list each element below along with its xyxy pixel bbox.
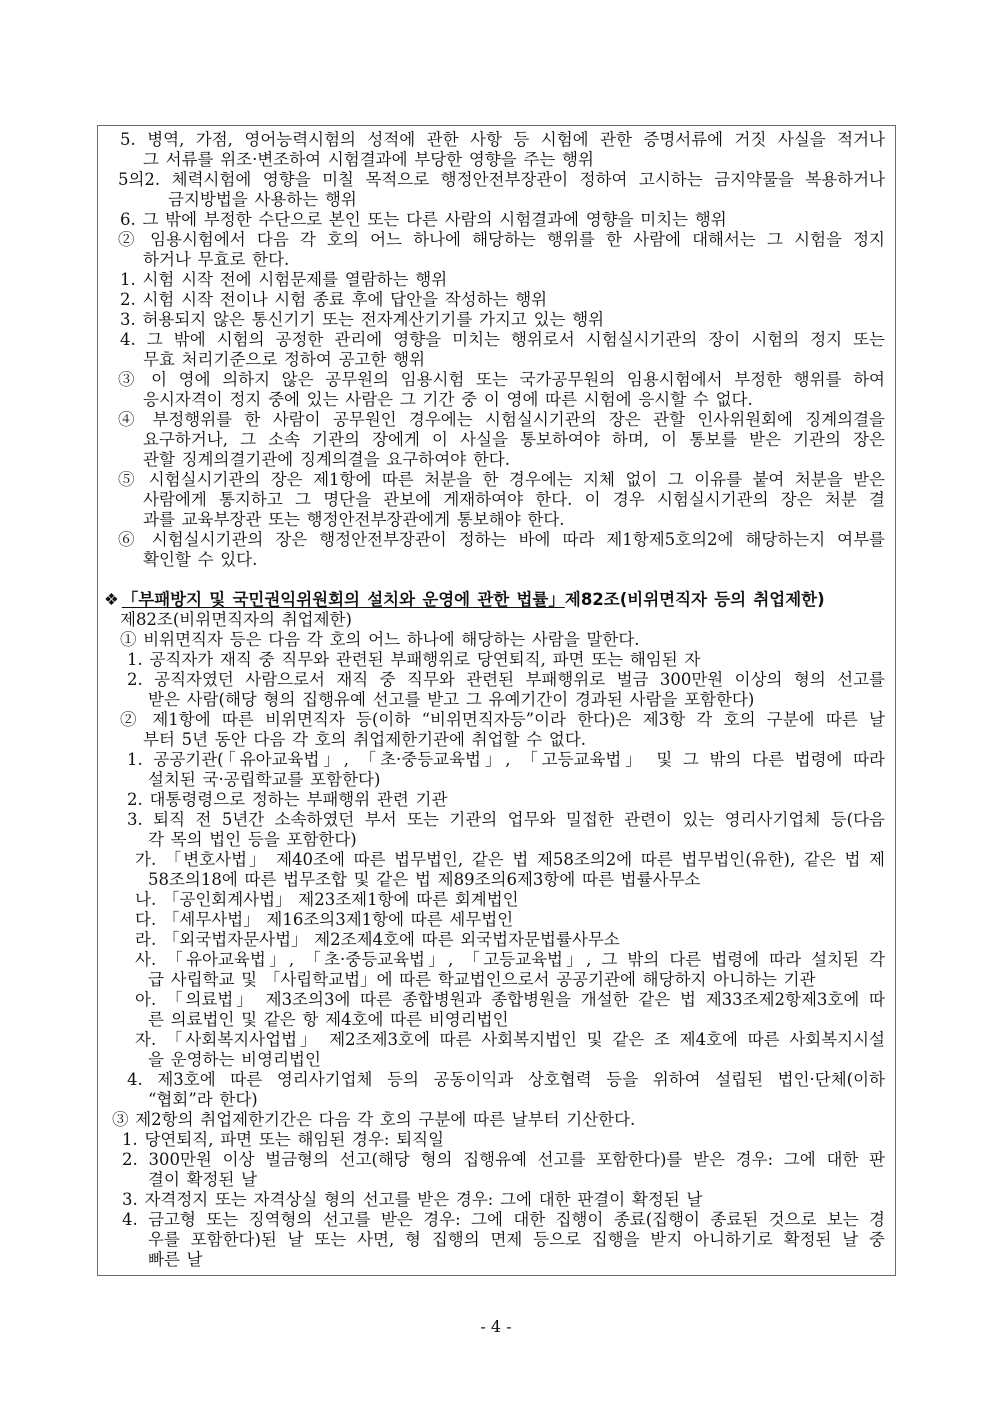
item-5-2-line-1: 5의2. 체력시험에 영향을 미칠 목적으로 행정안전부장관이 정하여 고시하는 금지약물을 복용하거나 [118,170,885,189]
paragraph-2-item-4 [98,330,895,370]
diamond-bullet-icon: ❖ [104,590,119,609]
s-paragraph-1-item-2-line-2: 받은 사람(해당 형의 집행유예 선고를 받고 그 유예기간이 경과된 사람을 포함한다) [148,690,755,709]
paragraph-3-line-2: 응시자격이 정지 중에 있는 사람은 그 기간 중 이 영에 따른 시험에 응시할 수 없다. [143,390,753,409]
s-paragraph-3-item-4-line-1: 4. 금고형 또는 징역형의 선고를 받은 경우: 그에 대한 집행이 종료(집행이 종료된 것으로 보는 경 [122,1210,885,1229]
subitem-sa-line-2: 급 사립학교 및 「사립학교법」에 따른 학교법인으로서 공공기관에 해당하지 아니하는 기관 [148,970,816,989]
s-paragraph-2-line-2: 부터 5년 동안 다음 각 호의 취업제한기관에 취업할 수 없다. [143,730,587,749]
paragraph-2-line-2: 하거나 무효로 한다. [143,250,290,269]
s-paragraph-3-item-1 [98,1130,895,1150]
item-6 [98,210,895,230]
paragraph-2-item-2-line-1: 2. 시험 시작 전이나 시험 종료 후에 답안을 작성하는 행위 [120,290,548,309]
item-5 [98,130,895,170]
s-paragraph-2-item-2 [98,790,895,810]
s-paragraph-3-item-2-line-1: 2. 300만원 이상 벌금형의 선고(해당 형의 집행유예 선고를 포함한다)를 받은 경우: 그에 대한 판 [122,1150,885,1169]
paragraph-2-item-4-line-2: 무효 처리기준으로 정하여 공고한 행위 [143,350,426,369]
subitem-sa [98,950,895,990]
paragraph-2-item-1 [98,270,895,290]
s-paragraph-2-item-1 [98,750,895,790]
s-paragraph-2-item-4-line-2: “협회”라 한다) [148,1090,258,1109]
subitem-sa-line-1: 사. 「유아교육법」, 「초·중등교육법」, 「고등교육법」, 그 밖의 다른 법령에 따라 설치된 각 [135,950,885,969]
paragraph-3-line-1: ③ 이 영에 의하지 않은 공무원의 임용시험 또는 국가공무원의 임용시험에서 부정한 행위를 하여 [118,370,885,389]
s-paragraph-3-item-4-line-2: 우를 포함한다)된 날 또는 사면, 형 집행의 면제 등으로 집행을 받지 아니하기로 확정된 날 중 [148,1230,885,1249]
paragraph-5 [98,470,895,530]
paragraph-5-line-1: ⑤ 시험실시기관의 장은 제1항에 따른 처분을 한 경우에는 지체 없이 그 이유를 붙여 처분을 받은 [118,470,885,489]
s-paragraph-3-item-3 [98,1190,895,1210]
subitem-ga-line-1: 가. 「변호사법」 제40조에 따른 법무법인, 같은 법 제58조의2에 따른 법무법인(유한), 같은 법 제 [135,850,885,869]
paragraph-6-line-1: ⑥ 시험실시기관의 장은 행정안전부장관이 정하는 바에 따라 제1항제5호의2에 해당하는지 여부를 [118,530,885,549]
s-paragraph-1 [98,630,895,650]
s-paragraph-1-item-2-line-1: 2. 공직자였던 사람으로서 재직 중 직무와 관련된 부패행위로 벌금 300만원 이상의 형의 선고를 [127,670,885,689]
paragraph-6 [98,530,895,570]
paragraph-4-line-1: ④ 부정행위를 한 사람이 공무원인 경우에는 시험실시기관의 장은 관할 인사위원회에 징계의결을 [118,410,885,429]
law-section [98,590,895,1270]
subitem-a [98,990,895,1030]
paragraph-4-line-3: 관할 징계의결기관에 징계의결을 요구하여야 한다. [143,450,510,469]
subitem-a-line-2: 른 의료법인 및 같은 항 제4호에 따른 비영리법인 [148,1010,509,1029]
subitem-da-line-1: 다. 「세무사법」 제16조의3제1항에 따른 세무법인 [135,910,514,929]
subitem-ja-line-2: 을 운영하는 비영리법인 [148,1050,321,1069]
item-6-line-1: 6. 그 밖에 부정한 수단으로 본인 또는 다른 사람의 시험결과에 영향을 미치는 행위 [120,210,727,229]
subitem-na [98,890,895,910]
s-paragraph-2-line-1: ② 제1항에 따른 비위면직자 등(이하 “비위면직자등”이라 한다)은 제3항 각 호의 구분에 따른 날 [120,710,885,729]
s-paragraph-3-item-2-line-2: 결이 확정된 날 [148,1170,258,1189]
subitem-a-line-1: 아. 「의료법」 제3조의3에 따른 종합병원과 종합병원을 개설한 같은 법 제33조제2항제3호에 따 [135,990,885,1009]
paragraph-2-item-4-line-1: 4. 그 밖에 시험의 공정한 관리에 영향을 미치는 행위로서 시험실시기관의 장이 시험의 정지 또는 [120,330,885,349]
s-paragraph-2 [98,710,895,750]
s-paragraph-2-item-1-line-1: 1. 공공기관(「유아교육법」, 「초·중등교육법」, 「고등교육법」 및 그 밖의 다른 법령에 따라 [127,750,885,769]
paragraph-5-line-3: 과를 교육부장관 또는 행정안전부장관에게 통보해야 한다. [143,510,565,529]
paragraph-2-item-1-line-1: 1. 시험 시작 전에 시험문제를 열람하는 행위 [120,270,448,289]
s-paragraph-2-item-4-line-1: 4. 제3호에 따른 영리사기업체 등의 공동이익과 상호협력 등을 위하여 설립된 법인·단체(이하 [127,1070,885,1089]
subitem-ga [98,850,895,890]
s-paragraph-3 [98,1110,895,1130]
subitem-ja [98,1030,895,1070]
page-number: - 4 - [480,1317,512,1336]
paragraph-6-line-2: 확인할 수 있다. [143,550,258,569]
s-paragraph-2-item-3-line-2: 각 목의 법인 등을 포함한다) [148,830,357,849]
s-paragraph-3-line-1: ③ 제2항의 취업제한기간은 다음 각 호의 구분에 따른 날부터 기산한다. [112,1110,636,1129]
subitem-ra-line-1: 라. 「외국법자문사법」 제2조제4호에 따른 외국법자문법률사무소 [135,930,620,949]
paragraph-2-item-3 [98,310,895,330]
s-paragraph-2-item-3 [98,810,895,850]
paragraph-2-item-3-line-1: 3. 허용되지 않은 통신기기 또는 전자계산기기를 가지고 있는 행위 [120,310,605,329]
s-paragraph-1-item-2 [98,670,895,710]
item-5-2 [98,170,895,210]
paragraph-4 [98,410,895,470]
s-paragraph-3-item-4 [98,1210,895,1270]
section-heading [104,590,885,610]
subitem-ra [98,930,895,950]
paragraph-2-line-1: ② 임용시험에서 다음 각 호의 어느 하나에 해당하는 행위를 한 사람에 대해서는 그 시험을 정지 [118,230,885,249]
s-paragraph-1-item-1 [98,650,895,670]
paragraph-2 [98,230,895,270]
s-paragraph-2-item-2-line-1: 2. 대통령령으로 정하는 부패행위 관련 기관 [127,790,448,809]
paragraph-3 [98,370,895,410]
s-paragraph-1-item-1-line-1: 1. 공직자가 재직 중 직무와 관련된 부패행위로 당연퇴직, 파면 또는 해임된 자 [127,650,701,669]
s-paragraph-1-line-1: ① 비위면직자 등은 다음 각 호의 어느 하나에 해당하는 사람을 말한다. [120,630,640,649]
s-paragraph-3-item-4-line-3: 빠른 날 [148,1250,203,1269]
item-5-line-2: 그 서류를 위조·변조하여 시험결과에 부당한 영향을 주는 행위 [143,150,594,169]
s-paragraph-2-item-1-line-2: 설치된 국·공립학교를 포함한다) [148,770,381,789]
law-name: 「부패방지 및 국민권익위원회의 설치와 운영에 관한 법률」 [121,590,565,609]
s-paragraph-2-item-4 [98,1070,895,1110]
article-title: 제82조(비위면직자의 취업제한) [120,610,352,629]
item-5-2-line-2: 금지방법을 사용하는 행위 [168,190,357,209]
paragraph-4-line-2: 요구하거나, 그 소속 기관의 장에게 이 사실을 통보하여야 하며, 이 통보를 받은 기관의 장은 [143,430,885,449]
section-gap [98,570,895,590]
paragraph-5-line-2: 사람에게 통지하고 그 명단을 관보에 게재하여야 한다. 이 경우 시험실시기관의 장은 처분 결 [143,490,885,509]
paragraph-2-item-2 [98,290,895,310]
subitem-da [98,910,895,930]
s-paragraph-3-item-2 [98,1150,895,1190]
s-paragraph-2-item-3-line-1: 3. 퇴직 전 5년간 소속하였던 부서 또는 기관의 업무와 밀접한 관련이 있는 영리사기업체 등(다음 [127,810,885,829]
document-frame [97,125,896,1276]
article-reference: 제82조(비위면직자 등의 취업제한) [564,590,825,609]
subitem-ja-line-1: 자. 「사회복지사업법」 제2조제3호에 따른 사회복지법인 및 같은 조 제4호에 따른 사회복지시설 [135,1030,885,1049]
subitem-na-line-1: 나. 「공인회계사법」 제23조제1항에 따른 회계법인 [135,890,519,909]
s-paragraph-3-item-1-line-1: 1. 당연퇴직, 파면 또는 해임된 경우: 퇴직일 [122,1130,445,1149]
item-5-line-1: 5. 병역, 가점, 영어능력시험의 성적에 관한 사항 등 시험에 관한 증명서류에 거짓 사실을 적거나 [120,130,885,149]
s-paragraph-3-item-3-line-1: 3. 자격정지 또는 자격상실 형의 선고를 받은 경우: 그에 대한 판결이 확정된 날 [122,1190,703,1209]
prior-article-continuation [98,130,895,570]
subitem-ga-line-2: 58조의18에 따른 법무조합 및 같은 법 제89조의6제3항에 따른 법률사무소 [148,870,701,889]
